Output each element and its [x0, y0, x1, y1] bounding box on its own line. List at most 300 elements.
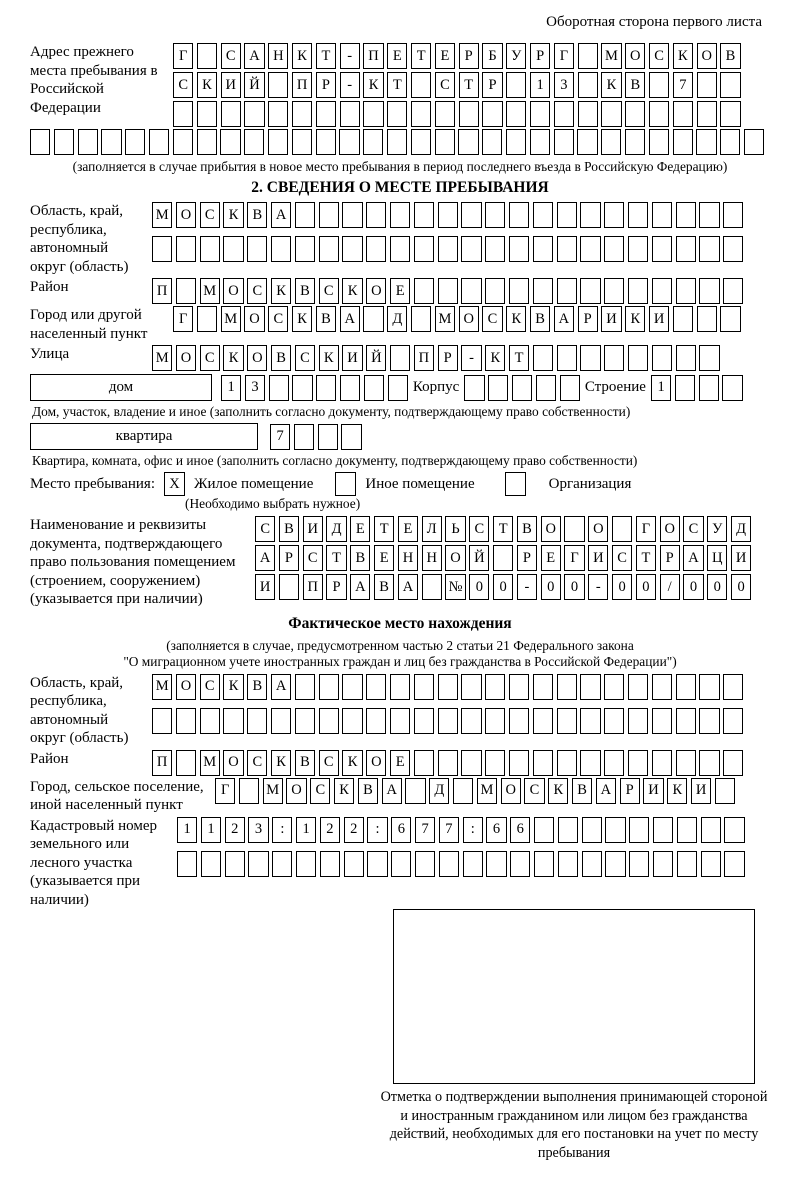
char-cell[interactable]: [268, 129, 288, 155]
char-cell[interactable]: [629, 851, 649, 877]
char-cell[interactable]: С: [469, 516, 489, 542]
char-cell[interactable]: 0: [469, 574, 489, 600]
char-cell[interactable]: Н: [422, 545, 442, 571]
char-cell[interactable]: [604, 278, 624, 304]
char-cell[interactable]: [176, 278, 196, 304]
char-cell[interactable]: [628, 750, 648, 776]
char-cell[interactable]: -: [340, 43, 360, 69]
char-cell[interactable]: 1: [296, 817, 316, 843]
char-cell[interactable]: Д: [429, 778, 449, 804]
char-cell[interactable]: [509, 236, 529, 262]
char-cell[interactable]: [197, 43, 217, 69]
char-cell[interactable]: Д: [731, 516, 751, 542]
checkbox-organizaciya[interactable]: [505, 472, 526, 496]
checkbox-inoe[interactable]: [335, 472, 356, 496]
char-cell[interactable]: [461, 236, 481, 262]
char-cell[interactable]: В: [350, 545, 370, 571]
char-cell[interactable]: [629, 817, 649, 843]
char-cell[interactable]: [509, 750, 529, 776]
char-cell[interactable]: [699, 202, 719, 228]
char-cell[interactable]: [152, 708, 172, 734]
char-cell[interactable]: П: [292, 72, 312, 98]
char-cell[interactable]: [652, 708, 672, 734]
char-cell[interactable]: [387, 129, 407, 155]
char-cell[interactable]: [534, 851, 554, 877]
char-cell[interactable]: [295, 674, 315, 700]
char-cell[interactable]: [316, 375, 336, 401]
char-cell[interactable]: И: [255, 574, 275, 600]
char-cell[interactable]: -: [588, 574, 608, 600]
apartment-box[interactable]: квартира: [30, 423, 258, 450]
char-cell[interactable]: Г: [636, 516, 656, 542]
char-cell[interactable]: Р: [438, 345, 458, 371]
char-cell[interactable]: М: [263, 778, 283, 804]
char-cell[interactable]: О: [541, 516, 561, 542]
char-cell[interactable]: К: [601, 72, 621, 98]
char-cell[interactable]: [557, 278, 577, 304]
char-cell[interactable]: [485, 674, 505, 700]
char-cell[interactable]: Р: [578, 306, 598, 332]
char-cell[interactable]: [723, 674, 743, 700]
char-cell[interactable]: [78, 129, 98, 155]
char-cell[interactable]: [536, 375, 556, 401]
char-cell[interactable]: Е: [374, 545, 394, 571]
char-cell[interactable]: [197, 101, 217, 127]
char-cell[interactable]: [558, 851, 578, 877]
char-cell[interactable]: С: [295, 345, 315, 371]
char-cell[interactable]: [461, 708, 481, 734]
char-cell[interactable]: К: [271, 278, 291, 304]
char-cell[interactable]: [390, 708, 410, 734]
char-cell[interactable]: [54, 129, 74, 155]
char-cell[interactable]: [292, 129, 312, 155]
char-cell[interactable]: -: [340, 72, 360, 98]
char-cell[interactable]: 2: [225, 817, 245, 843]
char-cell[interactable]: [628, 345, 648, 371]
char-cell[interactable]: [390, 345, 410, 371]
char-cell[interactable]: [653, 817, 673, 843]
char-cell[interactable]: Д: [387, 306, 407, 332]
char-cell[interactable]: [512, 375, 532, 401]
char-cell[interactable]: [534, 817, 554, 843]
char-cell[interactable]: 1: [221, 375, 241, 401]
char-cell[interactable]: [506, 129, 526, 155]
char-cell[interactable]: [176, 236, 196, 262]
char-cell[interactable]: [697, 101, 717, 127]
char-cell[interactable]: А: [350, 574, 370, 600]
char-cell[interactable]: [677, 851, 697, 877]
char-cell[interactable]: [340, 375, 360, 401]
char-cell[interactable]: [390, 236, 410, 262]
char-cell[interactable]: [601, 129, 621, 155]
char-cell[interactable]: 0: [541, 574, 561, 600]
char-cell[interactable]: [244, 129, 264, 155]
char-cell[interactable]: А: [255, 545, 275, 571]
char-cell[interactable]: [558, 817, 578, 843]
house-box[interactable]: дом: [30, 374, 212, 401]
char-cell[interactable]: [319, 236, 339, 262]
char-cell[interactable]: [319, 674, 339, 700]
char-cell[interactable]: [720, 72, 740, 98]
char-cell[interactable]: [485, 278, 505, 304]
char-cell[interactable]: [676, 708, 696, 734]
char-cell[interactable]: А: [340, 306, 360, 332]
char-cell[interactable]: [318, 424, 338, 450]
char-cell[interactable]: К: [319, 345, 339, 371]
char-cell[interactable]: [699, 345, 719, 371]
char-cell[interactable]: [342, 202, 362, 228]
char-cell[interactable]: Е: [350, 516, 370, 542]
char-cell[interactable]: [295, 202, 315, 228]
char-cell[interactable]: [533, 674, 553, 700]
char-cell[interactable]: С: [319, 750, 339, 776]
char-cell[interactable]: [653, 851, 673, 877]
char-cell[interactable]: О: [244, 306, 264, 332]
char-cell[interactable]: [173, 101, 193, 127]
char-cell[interactable]: [673, 306, 693, 332]
char-cell[interactable]: М: [152, 345, 172, 371]
char-cell[interactable]: М: [435, 306, 455, 332]
char-cell[interactable]: С: [649, 43, 669, 69]
char-cell[interactable]: [316, 129, 336, 155]
char-cell[interactable]: Т: [636, 545, 656, 571]
char-cell[interactable]: [173, 129, 193, 155]
char-cell[interactable]: О: [697, 43, 717, 69]
char-cell[interactable]: В: [720, 43, 740, 69]
char-cell[interactable]: А: [271, 202, 291, 228]
char-cell[interactable]: [673, 101, 693, 127]
char-cell[interactable]: А: [382, 778, 402, 804]
char-cell[interactable]: М: [601, 43, 621, 69]
char-cell[interactable]: [493, 545, 513, 571]
char-cell[interactable]: К: [292, 43, 312, 69]
char-cell[interactable]: И: [649, 306, 669, 332]
char-cell[interactable]: [724, 817, 744, 843]
char-cell[interactable]: [272, 851, 292, 877]
char-cell[interactable]: К: [197, 72, 217, 98]
char-cell[interactable]: [744, 129, 764, 155]
char-cell[interactable]: [464, 375, 484, 401]
char-cell[interactable]: [296, 851, 316, 877]
char-cell[interactable]: Т: [374, 516, 394, 542]
char-cell[interactable]: [509, 202, 529, 228]
char-cell[interactable]: [628, 278, 648, 304]
char-cell[interactable]: [366, 236, 386, 262]
char-cell[interactable]: [723, 236, 743, 262]
char-cell[interactable]: [295, 236, 315, 262]
char-cell[interactable]: Р: [316, 72, 336, 98]
char-cell[interactable]: [722, 375, 742, 401]
char-cell[interactable]: [699, 236, 719, 262]
char-cell[interactable]: [268, 101, 288, 127]
char-cell[interactable]: К: [342, 278, 362, 304]
char-cell[interactable]: В: [279, 516, 299, 542]
char-cell[interactable]: [220, 129, 240, 155]
char-cell[interactable]: [176, 750, 196, 776]
char-cell[interactable]: Е: [390, 750, 410, 776]
char-cell[interactable]: 3: [554, 72, 574, 98]
char-cell[interactable]: [221, 101, 241, 127]
char-cell[interactable]: С: [683, 516, 703, 542]
char-cell[interactable]: [676, 202, 696, 228]
char-cell[interactable]: М: [477, 778, 497, 804]
char-cell[interactable]: П: [363, 43, 383, 69]
char-cell[interactable]: [557, 236, 577, 262]
char-cell[interactable]: №: [445, 574, 465, 600]
char-cell[interactable]: К: [506, 306, 526, 332]
char-cell[interactable]: [197, 129, 217, 155]
char-cell[interactable]: У: [506, 43, 526, 69]
char-cell[interactable]: О: [223, 278, 243, 304]
char-cell[interactable]: О: [588, 516, 608, 542]
char-cell[interactable]: [699, 708, 719, 734]
char-cell[interactable]: С: [524, 778, 544, 804]
char-cell[interactable]: [580, 750, 600, 776]
char-cell[interactable]: :: [463, 817, 483, 843]
char-cell[interactable]: [268, 72, 288, 98]
char-cell[interactable]: [564, 516, 584, 542]
char-cell[interactable]: Г: [173, 306, 193, 332]
char-cell[interactable]: 0: [707, 574, 727, 600]
char-cell[interactable]: С: [247, 278, 267, 304]
char-cell[interactable]: [697, 306, 717, 332]
char-cell[interactable]: Д: [326, 516, 346, 542]
char-cell[interactable]: 0: [493, 574, 513, 600]
char-cell[interactable]: [557, 708, 577, 734]
char-cell[interactable]: В: [625, 72, 645, 98]
char-cell[interactable]: [533, 236, 553, 262]
char-cell[interactable]: [652, 674, 672, 700]
char-cell[interactable]: [676, 750, 696, 776]
char-cell[interactable]: [628, 236, 648, 262]
char-cell[interactable]: М: [152, 674, 172, 700]
char-cell[interactable]: [200, 708, 220, 734]
char-cell[interactable]: [319, 708, 339, 734]
char-cell[interactable]: Ц: [707, 545, 727, 571]
char-cell[interactable]: [482, 129, 502, 155]
char-cell[interactable]: [701, 851, 721, 877]
char-cell[interactable]: 2: [320, 817, 340, 843]
char-cell[interactable]: П: [152, 750, 172, 776]
char-cell[interactable]: [649, 72, 669, 98]
char-cell[interactable]: [342, 708, 362, 734]
char-cell[interactable]: [364, 375, 384, 401]
char-cell[interactable]: [485, 236, 505, 262]
char-cell[interactable]: [341, 424, 361, 450]
char-cell[interactable]: В: [517, 516, 537, 542]
char-cell[interactable]: 3: [248, 817, 268, 843]
char-cell[interactable]: [652, 236, 672, 262]
char-cell[interactable]: Й: [366, 345, 386, 371]
char-cell[interactable]: :: [272, 817, 292, 843]
char-cell[interactable]: [699, 750, 719, 776]
char-cell[interactable]: М: [221, 306, 241, 332]
char-cell[interactable]: Й: [469, 545, 489, 571]
char-cell[interactable]: [652, 345, 672, 371]
char-cell[interactable]: О: [176, 674, 196, 700]
char-cell[interactable]: [438, 278, 458, 304]
char-cell[interactable]: [292, 375, 312, 401]
char-cell[interactable]: А: [244, 43, 264, 69]
char-cell[interactable]: О: [223, 750, 243, 776]
char-cell[interactable]: [605, 817, 625, 843]
char-cell[interactable]: [391, 851, 411, 877]
char-cell[interactable]: И: [601, 306, 621, 332]
char-cell[interactable]: И: [588, 545, 608, 571]
char-cell[interactable]: [557, 202, 577, 228]
char-cell[interactable]: [578, 72, 598, 98]
char-cell[interactable]: [560, 375, 580, 401]
char-cell[interactable]: [176, 708, 196, 734]
char-cell[interactable]: [580, 236, 600, 262]
char-cell[interactable]: 7: [673, 72, 693, 98]
char-cell[interactable]: [604, 750, 624, 776]
char-cell[interactable]: [414, 750, 434, 776]
char-cell[interactable]: [292, 101, 312, 127]
char-cell[interactable]: :: [367, 817, 387, 843]
char-cell[interactable]: [533, 708, 553, 734]
char-cell[interactable]: [125, 129, 145, 155]
char-cell[interactable]: 0: [612, 574, 632, 600]
char-cell[interactable]: [673, 129, 693, 155]
char-cell[interactable]: [604, 345, 624, 371]
char-cell[interactable]: Е: [390, 278, 410, 304]
char-cell[interactable]: [438, 202, 458, 228]
char-cell[interactable]: Р: [482, 72, 502, 98]
char-cell[interactable]: К: [548, 778, 568, 804]
char-cell[interactable]: [319, 202, 339, 228]
char-cell[interactable]: Р: [517, 545, 537, 571]
char-cell[interactable]: [411, 101, 431, 127]
char-cell[interactable]: 1: [177, 817, 197, 843]
char-cell[interactable]: Т: [493, 516, 513, 542]
char-cell[interactable]: К: [363, 72, 383, 98]
char-cell[interactable]: Й: [244, 72, 264, 98]
char-cell[interactable]: 6: [510, 817, 530, 843]
char-cell[interactable]: [435, 101, 455, 127]
char-cell[interactable]: [697, 72, 717, 98]
char-cell[interactable]: [506, 72, 526, 98]
char-cell[interactable]: Р: [660, 545, 680, 571]
char-cell[interactable]: 1: [201, 817, 221, 843]
char-cell[interactable]: [557, 345, 577, 371]
char-cell[interactable]: [414, 202, 434, 228]
char-cell[interactable]: М: [152, 202, 172, 228]
char-cell[interactable]: С: [200, 674, 220, 700]
char-cell[interactable]: [580, 674, 600, 700]
char-cell[interactable]: [295, 708, 315, 734]
char-cell[interactable]: [438, 708, 458, 734]
char-cell[interactable]: [701, 817, 721, 843]
char-cell[interactable]: [652, 202, 672, 228]
char-cell[interactable]: [699, 375, 719, 401]
char-cell[interactable]: 0: [564, 574, 584, 600]
char-cell[interactable]: Е: [435, 43, 455, 69]
char-cell[interactable]: Т: [459, 72, 479, 98]
char-cell[interactable]: [152, 236, 172, 262]
char-cell[interactable]: [316, 101, 336, 127]
char-cell[interactable]: [340, 101, 360, 127]
char-cell[interactable]: Б: [482, 43, 502, 69]
char-cell[interactable]: [342, 236, 362, 262]
char-cell[interactable]: /: [660, 574, 680, 600]
char-cell[interactable]: [405, 778, 425, 804]
char-cell[interactable]: И: [303, 516, 323, 542]
char-cell[interactable]: Р: [620, 778, 640, 804]
char-cell[interactable]: К: [223, 202, 243, 228]
char-cell[interactable]: [676, 278, 696, 304]
char-cell[interactable]: [461, 278, 481, 304]
char-cell[interactable]: С: [482, 306, 502, 332]
char-cell[interactable]: [223, 708, 243, 734]
char-cell[interactable]: [388, 375, 408, 401]
char-cell[interactable]: [715, 778, 735, 804]
char-cell[interactable]: 1: [530, 72, 550, 98]
char-cell[interactable]: И: [342, 345, 362, 371]
char-cell[interactable]: [488, 375, 508, 401]
char-cell[interactable]: О: [176, 202, 196, 228]
char-cell[interactable]: Т: [316, 43, 336, 69]
char-cell[interactable]: [509, 708, 529, 734]
char-cell[interactable]: [723, 278, 743, 304]
char-cell[interactable]: В: [316, 306, 336, 332]
char-cell[interactable]: [271, 236, 291, 262]
char-cell[interactable]: [459, 101, 479, 127]
char-cell[interactable]: 3: [245, 375, 265, 401]
char-cell[interactable]: [509, 674, 529, 700]
char-cell[interactable]: С: [173, 72, 193, 98]
char-cell[interactable]: [438, 236, 458, 262]
char-cell[interactable]: -: [461, 345, 481, 371]
char-cell[interactable]: 0: [683, 574, 703, 600]
char-cell[interactable]: [699, 278, 719, 304]
char-cell[interactable]: [414, 674, 434, 700]
char-cell[interactable]: [628, 708, 648, 734]
char-cell[interactable]: [628, 202, 648, 228]
char-cell[interactable]: [485, 750, 505, 776]
char-cell[interactable]: [510, 851, 530, 877]
char-cell[interactable]: П: [152, 278, 172, 304]
char-cell[interactable]: [530, 129, 550, 155]
char-cell[interactable]: Р: [326, 574, 346, 600]
char-cell[interactable]: [414, 708, 434, 734]
char-cell[interactable]: Л: [422, 516, 442, 542]
char-cell[interactable]: 7: [415, 817, 435, 843]
char-cell[interactable]: [453, 778, 473, 804]
char-cell[interactable]: С: [200, 345, 220, 371]
char-cell[interactable]: А: [683, 545, 703, 571]
char-cell[interactable]: [677, 817, 697, 843]
char-cell[interactable]: С: [435, 72, 455, 98]
char-cell[interactable]: [461, 674, 481, 700]
char-cell[interactable]: К: [667, 778, 687, 804]
char-cell[interactable]: [557, 674, 577, 700]
char-cell[interactable]: О: [286, 778, 306, 804]
char-cell[interactable]: [366, 202, 386, 228]
char-cell[interactable]: 6: [391, 817, 411, 843]
char-cell[interactable]: [279, 574, 299, 600]
char-cell[interactable]: [271, 708, 291, 734]
char-cell[interactable]: В: [530, 306, 550, 332]
char-cell[interactable]: Е: [541, 545, 561, 571]
char-cell[interactable]: В: [358, 778, 378, 804]
char-cell[interactable]: Е: [398, 516, 418, 542]
char-cell[interactable]: П: [414, 345, 434, 371]
char-cell[interactable]: М: [200, 278, 220, 304]
char-cell[interactable]: А: [398, 574, 418, 600]
char-cell[interactable]: [269, 375, 289, 401]
char-cell[interactable]: [533, 278, 553, 304]
